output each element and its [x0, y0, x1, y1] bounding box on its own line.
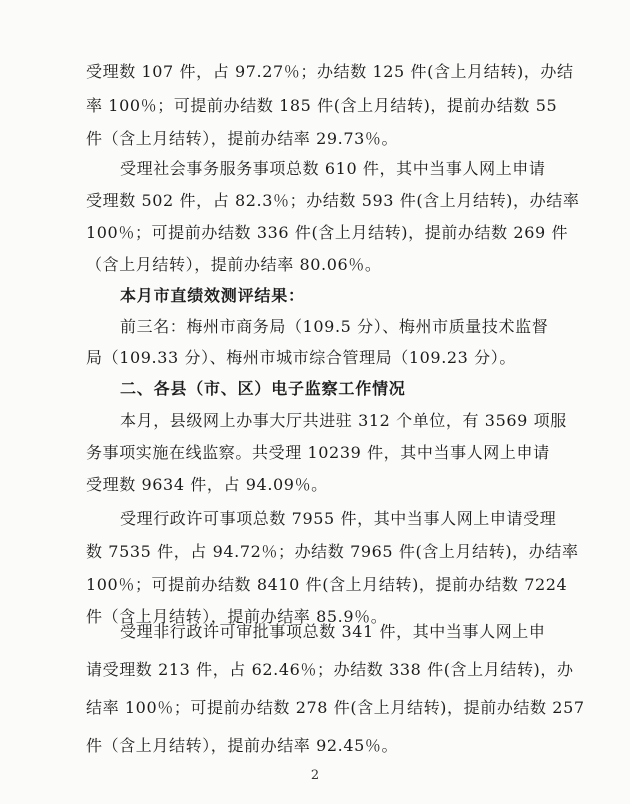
licensing-paragraph-line-1: 受理行政许可事项总数 7955 件，其中当事人网上申请受理 — [120, 509, 557, 528]
licensing-paragraph-line-3: 100％；可提前办结数 8410 件(含上月结转)，提前办结数 7224 — [86, 575, 568, 594]
section-heading-county: 二、各县（市、区）电子监察工作情况 — [120, 379, 406, 398]
paragraph-2-line-2: 受理数 502 件，占 82.3％；办结数 593 件(含上月结转)，办结率 — [86, 191, 580, 210]
top-three-line-2: 局（109.33 分）、梅州市城市综合管理局（109.23 分）。 — [86, 348, 516, 367]
paragraph-2-line-4: （含上月结转），提前办结率 80.06％。 — [86, 255, 382, 274]
paragraph-1-line-1: 受理数 107 件，占 97.27％；办结数 125 件(含上月结转)，办结 — [86, 62, 574, 81]
page-number: 2 — [310, 768, 320, 783]
section-heading-performance: 本月市直绩效测评结果： — [120, 286, 305, 305]
top-three-line-1: 前三名：梅州市商务局（109.5 分）、梅州市质量技术监督 — [120, 317, 549, 336]
non-licensing-paragraph-line-3: 结率 100％；可提前办结数 278 件(含上月结转)，提前办结数 257 — [86, 698, 585, 717]
non-licensing-paragraph-line-1: 受理非行政许可审批事项总数 341 件，其中当事人网上申 — [120, 622, 546, 641]
county-paragraph-line-3: 受理数 9634 件，占 94.09％。 — [86, 475, 328, 494]
paragraph-2-line-3: 100％；可提前办结数 336 件(含上月结转)，提前办结数 269 件 — [86, 223, 569, 242]
county-paragraph-line-1: 本月，县级网上办事大厅共进驻 312 个单位，有 3569 项服 — [120, 411, 567, 430]
paragraph-2-line-1: 受理社会事务服务事项总数 610 件，其中当事人网上申请 — [120, 159, 546, 178]
licensing-paragraph-line-4: 件（含上月结转），提前办结率 85.9％。 — [86, 607, 388, 626]
licensing-paragraph-line-2: 数 7535 件，占 94.72％；办结数 7965 件(含上月结转)，办结率 — [86, 542, 579, 561]
paragraph-1-line-3: 件（含上月结转），提前办结率 29.73％。 — [86, 129, 399, 148]
non-licensing-paragraph-line-2: 请受理数 213 件，占 62.46％；办结数 338 件(含上月结转)，办 — [86, 660, 574, 679]
non-licensing-paragraph-line-4: 件（含上月结转），提前办结率 92.45％。 — [86, 736, 399, 755]
paragraph-1-line-2: 率 100％；可提前办结数 185 件(含上月结转)，提前办结数 55 — [86, 96, 558, 115]
county-paragraph-line-2: 务事项实施在线监察。共受理 10239 件，其中当事人网上申请 — [86, 443, 550, 462]
